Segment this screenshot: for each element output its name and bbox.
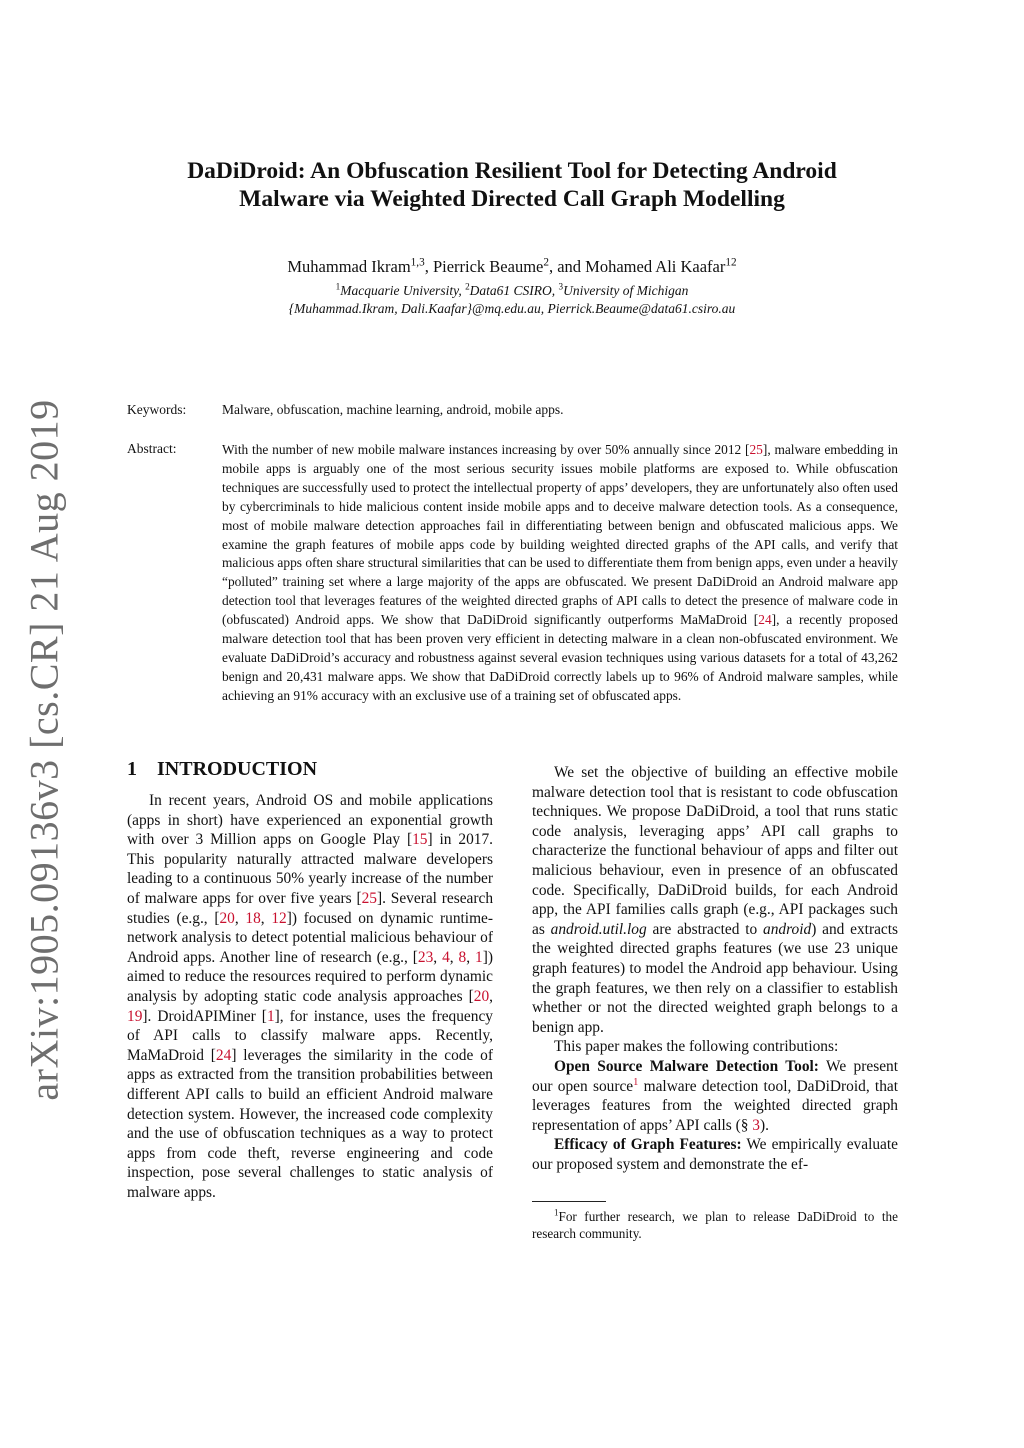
citation-link[interactable]: 15 [412,831,428,849]
body-text: , [466,948,476,966]
body-text: malware detection tool, DaDiDroid, that leverages features from the weighted directed graph representation of apps’ API calls (§ [532,1077,898,1134]
footnote [532,1208,898,1242]
author-3-affil: 12 [725,256,737,269]
body-text: , [433,948,443,966]
body-text: are abstracted to [646,920,764,938]
code-term: android.util.log [550,920,647,938]
citation-link[interactable]: 1 [266,1007,275,1025]
citation-link[interactable]: 4 [442,948,450,966]
affil-mark-3: 3 [558,281,564,292]
citation-link[interactable]: 25 [361,889,377,907]
author-2-affil: 2 [543,256,549,269]
citation-link[interactable]: 1 [475,948,483,966]
contribution-heading: Open Source Malware Detection Tool: [554,1057,819,1075]
abstract-part: ], malware embedding in mobile apps is arguably one of the most serious security issues mobile platforms are exposed to. While obfuscation techniques are successfully used to protect the intellectual property of apps’ developers, they are unfortunately also often used by cybercriminals to hide malicious content inside mobile apps and to deceive malware detection tools. As a consequence, most of mobile malware detection approaches fail in differentiating between benign and obfuscated malicious apps. We examine the graph features of mobile apps code by building weighted directed graphs of the API calls, and verify that malicious apps often share structural similarities that can be used to differentiate them from benign apps, even under a heavily “polluted” training set where a large majority of the apps are obfuscated. We present DaDiDroid an Android malware app detection tool that leverages features of the weighted directed graphs of API calls to detect the presence of malware code in (obfuscated) Android apps. We show that DaDiDroid significantly outperforms MaMaDroid [ [222,442,898,628]
affiliation-2: Data61 CSIRO, [469,283,559,298]
section-heading [127,758,317,781]
section-title: INTRODUCTION [157,758,318,780]
contribution-heading: Efficacy of Graph Features: [554,1136,742,1154]
citation-link[interactable]: 25 [749,442,763,457]
left-column [127,791,493,1202]
body-text: ]. DroidAPIMiner [ [142,1007,267,1025]
footnote-divider [532,1201,606,1202]
right-column [532,763,898,1174]
keywords-text: Malware, obfuscation, machine learning, android, mobile apps. [222,402,564,417]
body-text: We empirically evaluate our proposed system and demonstrate the ef- [532,1136,898,1173]
contribution-2 [532,1135,898,1174]
intro-paragraph-1 [127,791,493,1202]
body-text: ] in 2017. This popularity naturally attracted malware developers leading to a continuous 50% yearly increase of the number of malware apps for over five years [ [127,831,494,907]
citation-link[interactable]: 20 [219,909,235,927]
body-text: We present our open source [532,1057,898,1095]
affiliation-1: Macquarie University, [340,283,466,298]
body-text: ]. Several research studies (e.g., [ [127,889,494,927]
author-emails: {Muhammad.Ikram, Dali.Kaafar}@mq.edu.au, Pierrick.Beaume@data61.csiro.au [288,301,736,316]
intro-paragraph-2 [532,763,898,1037]
abstract-text [222,441,898,706]
abstract-part: ], a recently proposed malware detection tool that has been proven very efficient in detecting malware in a clean non-obfuscated environment. We evaluate DaDiDroid’s accuracy and robustness against several evasion techniques using various datasets for a total of 43,262 benign and 20,431 malware apps. We show that DaDiDroid correctly labels up to 96% of Android malware samples, while achieving an 91% accuracy with an exclusive use of a training set of obfuscated apps. [222,612,898,703]
footnote-mark[interactable]: 1 [633,1076,639,1088]
keywords-label: Keywords: [127,402,187,417]
author-1: Muhammad Ikram [287,257,411,276]
body-text: We set the objective of building an effective mobile malware detection tool that is resistant to code obfuscation techniques. We propose DaDiDroid, a tool that runs static code analysis, leveraging apps’ API call graphs to characterize the functional behaviour of apps and filter out malicious behaviour, even in presence of an obfuscated code. Specifically, DaDiDroid builds, for each Android app, the API families calls graph (e.g., API packages such as [532,764,898,938]
intro-paragraph-3: This paper makes the following contributions: [554,1038,839,1056]
author-1-affil: 1,3 [410,256,425,269]
citation-link[interactable]: 24 [758,612,772,628]
body-text: , [234,909,246,927]
section-number: 1 [127,758,137,780]
affil-mark-2: 2 [465,281,470,292]
citation-link[interactable]: 24 [215,1046,232,1064]
abstract-label: Abstract: [127,441,177,456]
footnote-text: For further research, we plan to release DaDiDroid to the research community. [532,1209,898,1241]
body-text: , [489,987,493,1005]
citation-link[interactable]: 20 [473,987,490,1005]
author-list [140,257,884,277]
citation-link[interactable]: 19 [127,1007,143,1025]
section-link[interactable]: 3 [752,1116,760,1134]
title-line-1: DaDiDroid: An Obfuscation Resilient Tool for Detecting Android [187,158,837,184]
author-2: , Pierrick Beaume [424,257,544,276]
body-text: ). [759,1116,769,1134]
affiliation-3: University of Michigan [563,283,689,298]
affil-mark-1: 1 [335,281,341,292]
affiliations [140,283,884,299]
abstract-part: With the number of new mobile malware instances increasing by over 50% annually since 2012 [ [222,442,750,457]
body-text: In recent years, Android OS and mobile applications (apps in short) have experienced an exponential growth with over 3 Million apps on Google Play [ [127,792,493,849]
body-text: ) and extracts the weighted directed graphs features (we use 23 unique graph features) to model the Android app behaviour. Using the graph features, we then rely on a classifier to establish whether or not the directed weighted graph belongs to a benign app. [532,920,899,1036]
body-text: ]) aimed to reduce the resources required to perform dynamic analysis by adopting static code analysis approaches [ [127,948,493,1005]
body-text: ] leverages the similarity in the code of apps as extracted from the transition probabilities between different API calls to build an efficient Android malware detection system. However, the increased code complexity and the use of obfuscation techniques as a way to protect apps from code theft, reverse engineering and code inspection, pose several challenges to static analysis of malware apps. [127,1046,493,1201]
contribution-1 [532,1057,898,1135]
citation-link[interactable]: 12 [271,909,287,927]
citation-link[interactable]: 23 [417,948,434,966]
body-text: , [449,948,459,966]
body-text: ]) focused on dynamic runtime-network analysis to detect potential malicious behaviour of Android apps. Another line of research (e.g., [ [127,909,493,966]
paper-title [140,157,884,213]
footnote-number: 1 [554,1207,559,1218]
body-text: , [260,909,272,927]
citation-link[interactable]: 18 [245,909,261,927]
title-line-2: Malware via Weighted Directed Call Graph Modelling [239,186,785,212]
body-text: ], for instance, uses the frequency of API calls to classify malware apps. Recently, MaMaDroid [ [127,1007,493,1064]
citation-link[interactable]: 8 [458,948,467,966]
code-term: android [763,920,812,938]
arxiv-identifier: arXiv:1905.09136v3 [cs.CR] 21 Aug 2019 [21,399,67,1101]
author-3: , and Mohamed Ali Kaafar [548,257,726,276]
